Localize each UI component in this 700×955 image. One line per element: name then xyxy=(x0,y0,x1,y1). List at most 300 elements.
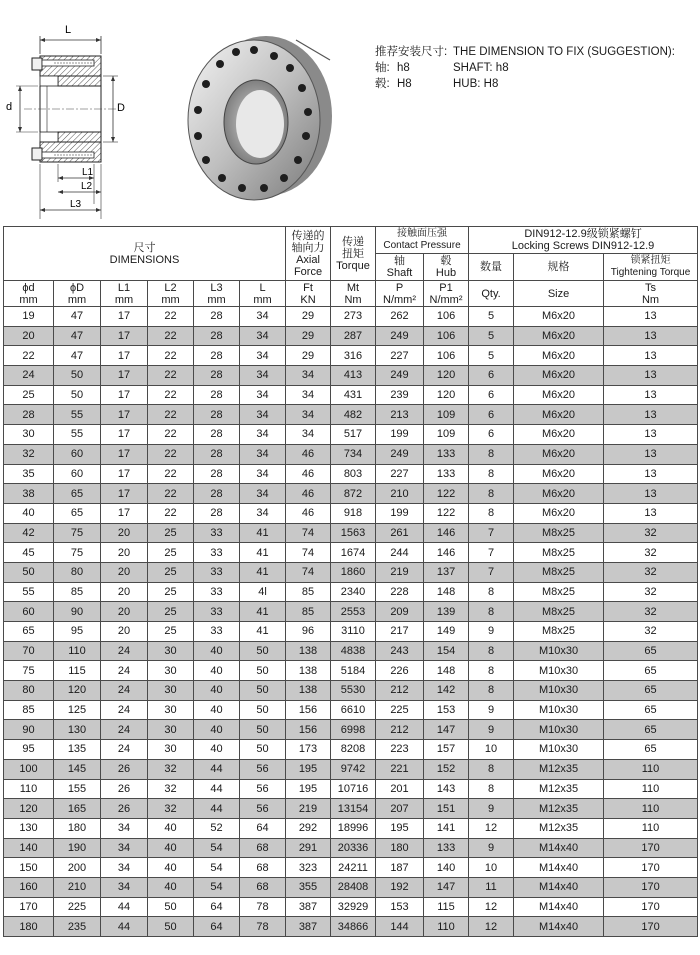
table-cell: 155 xyxy=(54,779,101,799)
header-torque xyxy=(331,227,376,281)
table-row xyxy=(4,641,698,661)
table-cell: 146 xyxy=(424,543,469,563)
table-cell: 355 xyxy=(286,877,331,897)
table-row xyxy=(4,503,698,523)
table-cell: M10x30 xyxy=(514,720,604,740)
table-cell: 5 xyxy=(469,346,514,366)
table-cell: 170 xyxy=(604,877,698,897)
table-cell: 110 xyxy=(604,799,698,819)
table-cell: 55 xyxy=(54,405,101,425)
table-cell: 32 xyxy=(604,582,698,602)
table-row xyxy=(4,818,698,838)
table-cell: 387 xyxy=(286,897,331,917)
table-cell: 223 xyxy=(376,740,424,760)
table-cell: M6x20 xyxy=(514,307,604,327)
table-cell: 147 xyxy=(424,877,469,897)
table-cell: 30 xyxy=(4,425,54,445)
table-cell: 13 xyxy=(604,326,698,346)
table-cell: 28 xyxy=(194,346,240,366)
table-cell: 13 xyxy=(604,307,698,327)
table-cell: 64 xyxy=(194,917,240,937)
table-cell: 20 xyxy=(101,562,148,582)
table-cell: 74 xyxy=(286,543,331,563)
table-cell: 40 xyxy=(4,503,54,523)
table-cell: M14x40 xyxy=(514,897,604,917)
table-cell: 32 xyxy=(4,444,54,464)
table-cell: 9 xyxy=(469,622,514,642)
table-cell: 34 xyxy=(240,326,286,346)
table-cell: 12 xyxy=(469,897,514,917)
table-cell: 95 xyxy=(4,740,54,760)
table-cell: 30 xyxy=(148,681,194,701)
table-cell: 24 xyxy=(101,661,148,681)
table-cell: 9 xyxy=(469,838,514,858)
table-cell: M8x25 xyxy=(514,622,604,642)
table-cell: 387 xyxy=(286,917,331,937)
table-cell: 34 xyxy=(240,503,286,523)
table-cell: 25 xyxy=(148,622,194,642)
table-row xyxy=(4,917,698,937)
table-cell: 34 xyxy=(286,366,331,386)
table-row xyxy=(4,622,698,642)
table-row xyxy=(4,681,698,701)
table-cell: 34 xyxy=(240,464,286,484)
table-cell: 17 xyxy=(101,326,148,346)
table-cell: 139 xyxy=(424,602,469,622)
table-cell: 110 xyxy=(424,917,469,937)
table-cell: M6x20 xyxy=(514,326,604,346)
unit-label: N/mm² xyxy=(429,293,463,306)
header-torque-cn1: 传递 xyxy=(342,235,364,248)
table-cell: 17 xyxy=(101,405,148,425)
table-cell: 50 xyxy=(240,661,286,681)
table-cell: 20 xyxy=(101,543,148,563)
table-cell: 165 xyxy=(54,799,101,819)
table-cell: 170 xyxy=(604,897,698,917)
table-cell: 75 xyxy=(4,661,54,681)
table-row xyxy=(4,877,698,897)
table-cell: 115 xyxy=(424,897,469,917)
unit-label: mm xyxy=(67,293,87,306)
table-cell: 5184 xyxy=(331,661,376,681)
table-cell: 4l xyxy=(240,582,286,602)
table-cell: 149 xyxy=(424,622,469,642)
table-cell: 34 xyxy=(101,838,148,858)
table-body xyxy=(4,307,698,937)
header-torque-en: Torque xyxy=(336,259,370,272)
table-cell: 34 xyxy=(286,385,331,405)
table-cell: 60 xyxy=(4,602,54,622)
header-shaft xyxy=(376,254,424,281)
table-cell: M14x40 xyxy=(514,858,604,878)
table-cell: 28 xyxy=(4,405,54,425)
table-cell: 22 xyxy=(148,307,194,327)
table-cell: 227 xyxy=(376,346,424,366)
table-row xyxy=(4,444,698,464)
table-cell: 28 xyxy=(194,484,240,504)
product-photo xyxy=(178,22,338,204)
table-cell: 17 xyxy=(101,484,148,504)
table-cell: 2340 xyxy=(331,582,376,602)
table-cell: 56 xyxy=(240,759,286,779)
table-cell: 17 xyxy=(101,307,148,327)
unit-symbol: Ft xyxy=(303,281,313,294)
table-cell: 13 xyxy=(604,346,698,366)
unit-cell xyxy=(331,281,376,307)
table-cell: 226 xyxy=(376,661,424,681)
table-cell: 28 xyxy=(194,307,240,327)
table-cell: 153 xyxy=(424,700,469,720)
table-cell: 22 xyxy=(148,385,194,405)
table-cell: 80 xyxy=(4,681,54,701)
table-row xyxy=(4,385,698,405)
table-cell: 29 xyxy=(286,326,331,346)
table-cell: 22 xyxy=(148,366,194,386)
table-cell: 8 xyxy=(469,582,514,602)
table-cell: 20 xyxy=(4,326,54,346)
table-cell: 106 xyxy=(424,346,469,366)
table-cell: 13 xyxy=(604,405,698,425)
table-cell: 40 xyxy=(194,720,240,740)
unit-label: mm xyxy=(161,293,180,306)
table-cell: 140 xyxy=(424,858,469,878)
table-cell: 33 xyxy=(194,543,240,563)
table-cell: 54 xyxy=(194,877,240,897)
table-cell: 145 xyxy=(54,759,101,779)
table-cell: 22 xyxy=(148,405,194,425)
table-cell: 273 xyxy=(331,307,376,327)
table-cell: 13154 xyxy=(331,799,376,819)
table-cell: 8 xyxy=(469,444,514,464)
table-cell: 148 xyxy=(424,661,469,681)
table-row xyxy=(4,543,698,563)
table-cell: M8x25 xyxy=(514,602,604,622)
table-cell: 142 xyxy=(424,681,469,701)
table-cell: 8208 xyxy=(331,740,376,760)
table-cell: 213 xyxy=(376,405,424,425)
table-cell: 25 xyxy=(148,582,194,602)
unit-cell xyxy=(148,281,194,307)
table-cell: 120 xyxy=(4,799,54,819)
table-cell: 12 xyxy=(469,818,514,838)
table-cell: 13 xyxy=(604,444,698,464)
table-cell: 10716 xyxy=(331,779,376,799)
table-cell: 34 xyxy=(240,405,286,425)
table-cell: 316 xyxy=(331,346,376,366)
table-cell: 17 xyxy=(101,366,148,386)
table-cell: 249 xyxy=(376,326,424,346)
table-cell: 125 xyxy=(54,700,101,720)
table-cell: 138 xyxy=(286,641,331,661)
table-cell: 225 xyxy=(376,700,424,720)
table-cell: 100 xyxy=(4,759,54,779)
table-cell: 74 xyxy=(286,562,331,582)
table-cell: 60 xyxy=(54,464,101,484)
spec-hub-en: HUB: H8 xyxy=(453,78,499,90)
table-row xyxy=(4,858,698,878)
table-cell: 25 xyxy=(148,523,194,543)
table-cell: 40 xyxy=(194,700,240,720)
table-cell: 50 xyxy=(240,700,286,720)
table-cell: 9 xyxy=(469,720,514,740)
table-cell: 9742 xyxy=(331,759,376,779)
unit-symbol: L3 xyxy=(210,281,223,294)
header-size: 规格 xyxy=(514,254,604,281)
table-cell: 85 xyxy=(286,602,331,622)
table-cell: 130 xyxy=(54,720,101,740)
table-cell: M6x20 xyxy=(514,405,604,425)
unit-symbol: Ts xyxy=(645,281,657,294)
table-cell: 30 xyxy=(148,740,194,760)
table-cell: 156 xyxy=(286,720,331,740)
table-cell: 217 xyxy=(376,622,424,642)
table-cell: 50 xyxy=(240,681,286,701)
table-cell: 291 xyxy=(286,838,331,858)
header-axial-cn1: 传递的 xyxy=(291,229,325,242)
table-cell: 22 xyxy=(148,444,194,464)
table-cell: 207 xyxy=(376,799,424,819)
table-cell: 120 xyxy=(424,385,469,405)
table-cell: 30 xyxy=(148,661,194,681)
table-cell: 46 xyxy=(286,503,331,523)
table-cell: 41 xyxy=(240,523,286,543)
table-header xyxy=(4,227,698,307)
table-cell: 9 xyxy=(469,799,514,819)
table-cell: 1563 xyxy=(331,523,376,543)
table-cell: 46 xyxy=(286,464,331,484)
header-locking-screws xyxy=(469,227,698,254)
table-cell: 65 xyxy=(54,503,101,523)
table-cell: 34 xyxy=(240,425,286,445)
table-cell: 34 xyxy=(101,858,148,878)
table-cell: 17 xyxy=(101,503,148,523)
table-cell: 34 xyxy=(286,425,331,445)
table-cell: 32 xyxy=(604,543,698,563)
label-L3: L3 xyxy=(70,199,82,210)
header-screws-en: Locking Screws DIN912-12.9 xyxy=(511,240,655,252)
table-cell: 64 xyxy=(240,818,286,838)
table-cell: 3110 xyxy=(331,622,376,642)
table-cell: M12x35 xyxy=(514,759,604,779)
header-screws-cn: DIN912-12.9级锁紧螺钉 xyxy=(524,228,642,240)
table-cell: 6 xyxy=(469,366,514,386)
table-cell: M10x30 xyxy=(514,700,604,720)
table-cell: 8 xyxy=(469,759,514,779)
table-cell: M8x25 xyxy=(514,523,604,543)
spec-shaft-val: h8 xyxy=(397,62,410,74)
table-cell: 26 xyxy=(101,779,148,799)
table-cell: 24 xyxy=(101,641,148,661)
table-cell: 13 xyxy=(604,385,698,405)
spec-hub-cn: 毂: xyxy=(375,78,390,90)
table-cell: 5 xyxy=(469,326,514,346)
header-tt-en: Tightening Torque xyxy=(610,267,691,278)
table-cell: 78 xyxy=(240,917,286,937)
table-cell: 133 xyxy=(424,464,469,484)
table-cell: 249 xyxy=(376,366,424,386)
table-cell: 157 xyxy=(424,740,469,760)
unit-symbol: L2 xyxy=(164,281,177,294)
table-cell: 7 xyxy=(469,562,514,582)
table-cell: 106 xyxy=(424,307,469,327)
table-row xyxy=(4,700,698,720)
unit-label: KN xyxy=(300,293,316,306)
table-cell: 40 xyxy=(194,661,240,681)
table-cell: 199 xyxy=(376,425,424,445)
unit-cell xyxy=(469,281,514,307)
table-cell: 141 xyxy=(424,818,469,838)
header-hub-en: Hub xyxy=(435,267,457,279)
table-cell: 33 xyxy=(194,582,240,602)
table-cell: 212 xyxy=(376,720,424,740)
table-cell: 32 xyxy=(604,602,698,622)
table-cell: 65 xyxy=(4,622,54,642)
table-cell: 32 xyxy=(604,622,698,642)
table-cell: 40 xyxy=(194,681,240,701)
header-hub-cn: 毂 xyxy=(440,255,452,267)
table-cell: 146 xyxy=(424,523,469,543)
unit-symbol: ϕd xyxy=(22,281,35,294)
table-cell: 32 xyxy=(604,562,698,582)
table-cell: 212 xyxy=(376,681,424,701)
table-cell: M6x20 xyxy=(514,503,604,523)
label-d: d xyxy=(6,101,13,113)
table-cell: 20 xyxy=(101,523,148,543)
table-cell: 22 xyxy=(148,503,194,523)
table-cell: 52 xyxy=(194,818,240,838)
table-cell: 55 xyxy=(4,582,54,602)
table-cell: 22 xyxy=(148,484,194,504)
table-cell: 34 xyxy=(101,877,148,897)
table-cell: 1674 xyxy=(331,543,376,563)
table-cell: M14x40 xyxy=(514,838,604,858)
table-cell: 239 xyxy=(376,385,424,405)
header-tt-cn: 锁紧扭矩 xyxy=(630,255,671,266)
table-cell: 50 xyxy=(240,720,286,740)
table-cell: 482 xyxy=(331,405,376,425)
table-cell: M10x30 xyxy=(514,661,604,681)
label-D: D xyxy=(117,102,125,114)
table-row xyxy=(4,897,698,917)
table-cell: 227 xyxy=(376,464,424,484)
header-torque-cn2: 扭矩 xyxy=(342,247,364,260)
table-cell: 13 xyxy=(604,464,698,484)
table-cell: 28 xyxy=(194,444,240,464)
table-cell: 60 xyxy=(54,444,101,464)
unit-symbol: Qty. xyxy=(481,287,501,300)
table-cell: 173 xyxy=(286,740,331,760)
table-cell: 18996 xyxy=(331,818,376,838)
table-cell: M6x20 xyxy=(514,444,604,464)
table-cell: 9 xyxy=(469,700,514,720)
table-cell: 44 xyxy=(194,799,240,819)
unit-label: N/mm² xyxy=(383,293,416,306)
header-pressure-cn: 接触面压强 xyxy=(397,228,447,239)
installation-spec xyxy=(375,44,675,92)
table-cell: 210 xyxy=(54,877,101,897)
table-cell: 34 xyxy=(101,818,148,838)
table-cell: 24 xyxy=(101,720,148,740)
table-cell: 235 xyxy=(54,917,101,937)
table-cell: 42 xyxy=(4,523,54,543)
table-cell: 34 xyxy=(286,405,331,425)
table-row xyxy=(4,307,698,327)
table-cell: 11 xyxy=(469,877,514,897)
table-cell: 47 xyxy=(54,346,101,366)
table-cell: 40 xyxy=(194,641,240,661)
table-cell: 8 xyxy=(469,641,514,661)
unit-symbol: L1 xyxy=(117,281,131,294)
table-cell: 221 xyxy=(376,759,424,779)
table-cell: 8 xyxy=(469,503,514,523)
table-cell: 130 xyxy=(4,818,54,838)
label-L: L xyxy=(65,24,72,36)
header-axial-en2: Force xyxy=(293,265,323,278)
table-cell: 95 xyxy=(54,622,101,642)
table-cell: 243 xyxy=(376,641,424,661)
label-L2: L2 xyxy=(81,181,93,192)
table-cell: 65 xyxy=(604,641,698,661)
unit-label: mm xyxy=(207,293,226,306)
table-cell: 47 xyxy=(54,307,101,327)
table-cell: 228 xyxy=(376,582,424,602)
table-cell: 195 xyxy=(376,818,424,838)
table-cell: 244 xyxy=(376,543,424,563)
table-row xyxy=(4,523,698,543)
table-cell: 29 xyxy=(286,346,331,366)
table-cell: 292 xyxy=(286,818,331,838)
table-cell: 26 xyxy=(101,799,148,819)
table-cell: 10 xyxy=(469,858,514,878)
table-cell: 151 xyxy=(424,799,469,819)
table-row xyxy=(4,326,698,346)
table-cell: 261 xyxy=(376,523,424,543)
table-cell: 41 xyxy=(240,543,286,563)
table-cell: M8x25 xyxy=(514,562,604,582)
unit-label: Nm xyxy=(641,293,660,306)
table-cell: 8 xyxy=(469,661,514,681)
table-cell: 24 xyxy=(101,700,148,720)
unit-cell xyxy=(376,281,424,307)
unit-label: Nm xyxy=(344,293,362,306)
table-cell: 8 xyxy=(469,681,514,701)
spec-table xyxy=(3,226,698,937)
unit-cell xyxy=(286,281,331,307)
table-cell: 180 xyxy=(376,838,424,858)
table-cell: 26 xyxy=(101,759,148,779)
table-cell: 33 xyxy=(194,622,240,642)
unit-symbol: Mt xyxy=(346,281,360,294)
table-cell: 2553 xyxy=(331,602,376,622)
table-cell: 78 xyxy=(240,897,286,917)
header-contact-pressure xyxy=(376,227,469,254)
table-cell: 50 xyxy=(240,740,286,760)
unit-cell xyxy=(54,281,101,307)
table-cell: M10x30 xyxy=(514,740,604,760)
table-cell: 120 xyxy=(54,681,101,701)
table-cell: 152 xyxy=(424,759,469,779)
table-cell: 65 xyxy=(604,740,698,760)
table-cell: 68 xyxy=(240,858,286,878)
table-cell: M6x20 xyxy=(514,484,604,504)
table-cell: 65 xyxy=(604,700,698,720)
table-cell: 6 xyxy=(469,385,514,405)
spec-shaft-en: SHAFT: h8 xyxy=(453,62,509,74)
table-cell: M6x20 xyxy=(514,385,604,405)
header-axial-cn2: 轴向力 xyxy=(291,241,325,254)
unit-label: mm xyxy=(253,293,272,306)
table-cell: 50 xyxy=(148,917,194,937)
